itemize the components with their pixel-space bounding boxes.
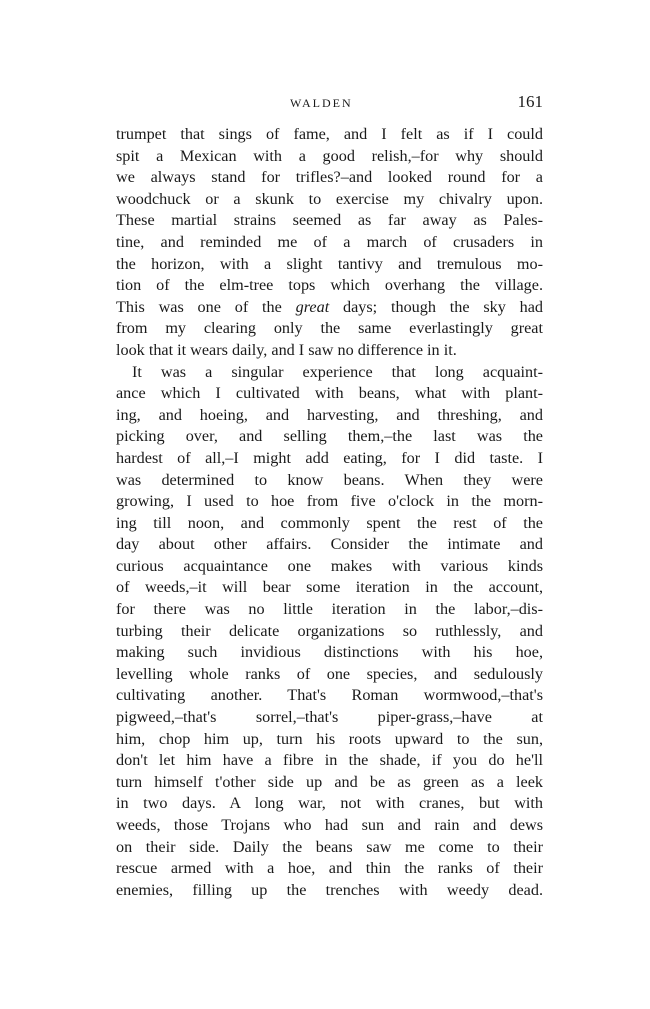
text-line: hardest of all,–I might add eating, for I did taste. I <box>116 448 543 467</box>
text-line: day about other affairs. Consider the intimate and <box>116 535 543 554</box>
text-line: picking over, and selling them,–the last was the <box>116 427 543 446</box>
text-line: tion of the elm-tree tops which overhang the village. <box>116 276 543 295</box>
text-line: enemies, filling up the trenches with weedy dead. <box>116 880 543 899</box>
text-line: rescue armed with a hoe, and thin the ranks of their <box>116 859 543 878</box>
text-line: on their side. Daily the beans saw me come to their <box>116 837 543 856</box>
text-line: the horizon, with a slight tantivy and tremulous mo- <box>116 254 543 273</box>
text-line: trumpet that sings of fame, and I felt as if I could <box>116 125 543 143</box>
paragraph-2 <box>116 362 543 902</box>
text-line: look that it wears daily, and I saw no difference in it. <box>116 340 457 359</box>
text-line: from my clearing only the same everlastingly great <box>116 319 543 338</box>
text-line: cultivating another. That's Roman wormwood,–that's <box>116 686 543 705</box>
paragraph-1 <box>116 124 543 362</box>
text-line: It was a singular experience that long acquaint- <box>132 362 543 381</box>
emphasis-great: great <box>295 297 330 316</box>
text-line: turn himself t'other side up and be as green as a leek <box>116 772 543 791</box>
text-line: him, chop him up, turn his roots upward to the sun, <box>116 729 543 748</box>
text-line: levelling whole ranks of one species, and sedulously <box>116 664 543 683</box>
body-text <box>116 124 543 901</box>
running-title: WALDEN <box>290 96 353 110</box>
text-line <box>116 297 543 319</box>
text-line: turbing their delicate organizations so ruthlessly, and <box>116 621 543 640</box>
text-line: ing till noon, and commonly spent the rest of the <box>116 513 543 532</box>
text-segment: days; though the sky had <box>343 297 544 316</box>
text-line: growing, I used to hoe from five o'clock in the morn- <box>116 492 543 511</box>
text-line: woodchuck or a skunk to exercise my chivalry upon. <box>116 189 543 208</box>
text-line: we always stand for trifles?–and looked round for a <box>116 168 543 187</box>
text-line: spit a Mexican with a good relish,–for why should <box>116 146 543 165</box>
text-line: tine, and reminded me of a march of crusaders in <box>116 232 543 251</box>
text-line: ing, and hoeing, and harvesting, and threshing, and <box>116 405 543 424</box>
text-segment: This was one of the <box>116 297 282 316</box>
text-line: These martial strains seemed as far away as Pales- <box>116 211 543 230</box>
text-line: pigweed,–that's sorrel,–that's piper-grass,–have at <box>116 708 543 727</box>
text-line: curious acquaintance one makes with various kinds <box>116 556 543 575</box>
text-line: was determined to know beans. When they were <box>116 470 543 489</box>
text-line: making such invidious distinctions with his hoe, <box>116 643 543 662</box>
page-number: 161 <box>517 92 543 111</box>
text-line: weeds, those Trojans who had sun and rain and dews <box>116 816 543 834</box>
text-line: for there was no little iteration in the labor,–dis- <box>116 600 543 619</box>
text-line: in two days. A long war, not with cranes, but with <box>116 794 543 813</box>
text-line: ance which I cultivated with beans, what with plant- <box>116 384 543 403</box>
text-line: of weeds,–it will bear some iteration in the account, <box>116 578 543 597</box>
text-line: don't let him have a fibre in the shade, if you do he'll <box>116 751 543 770</box>
